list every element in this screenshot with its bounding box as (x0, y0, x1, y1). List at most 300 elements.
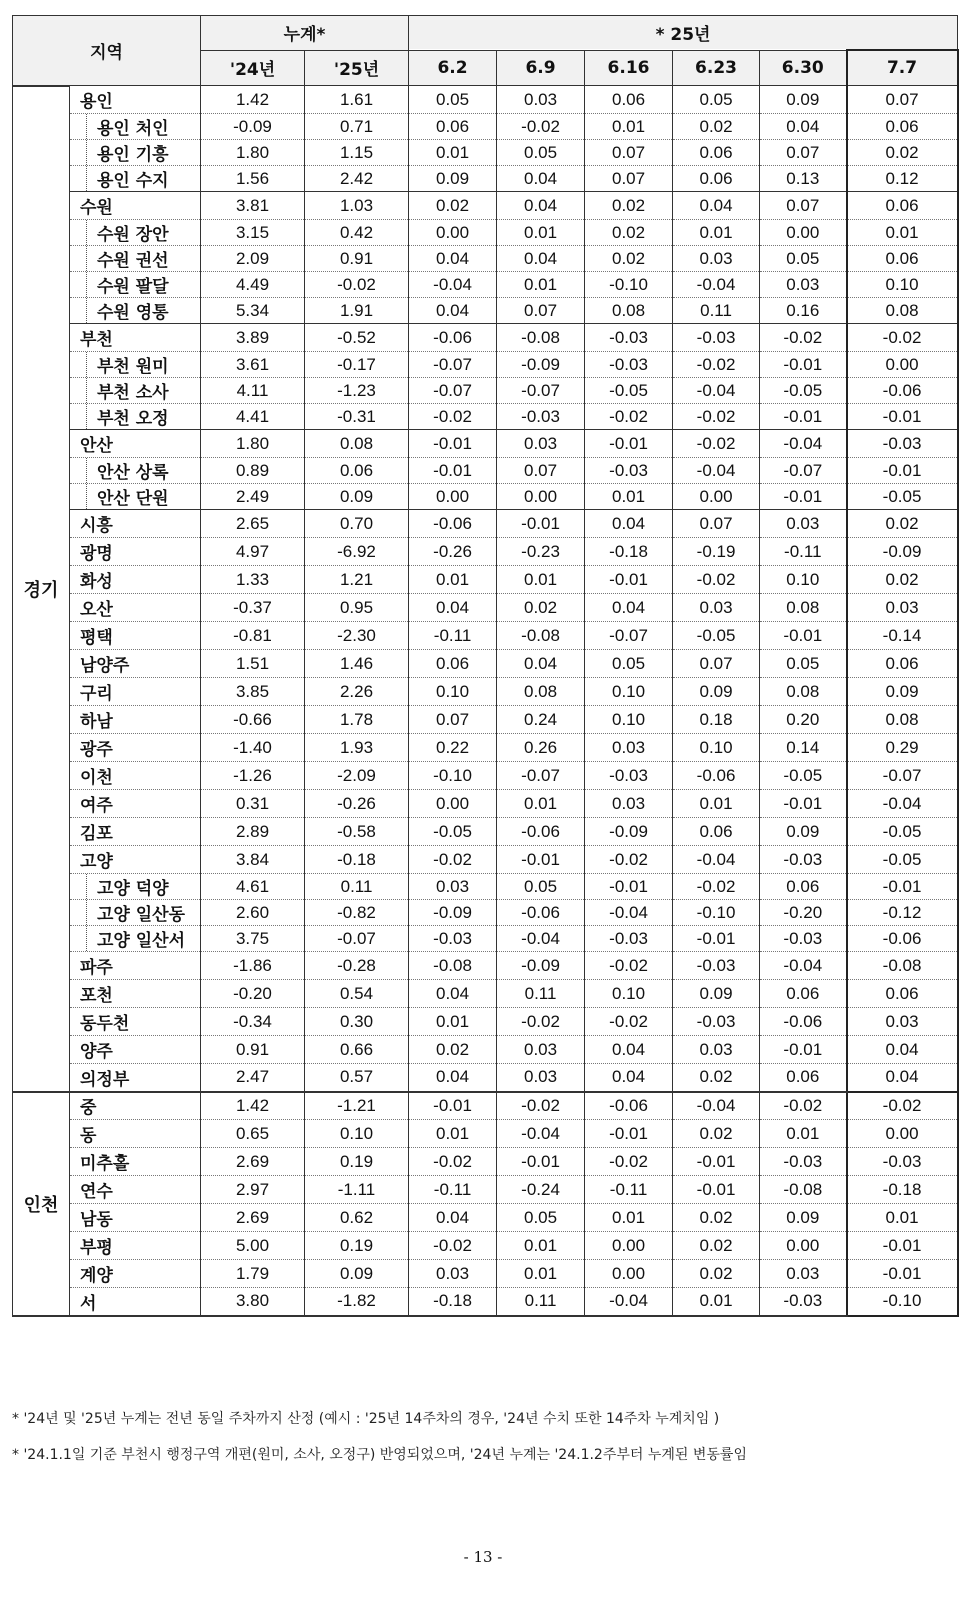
value-cell: -0.02 (673, 430, 760, 458)
value-cell: -0.01 (847, 874, 958, 900)
value-cell: 0.29 (847, 734, 958, 762)
week-header: 6.16 (585, 50, 673, 86)
value-cell: 0.01 (497, 790, 585, 818)
value-cell: -0.06 (585, 1092, 673, 1120)
value-cell: -0.01 (585, 430, 673, 458)
value-cell: -0.66 (201, 706, 305, 734)
value-cell: -0.02 (673, 566, 760, 594)
area-name-cell (70, 762, 201, 790)
area-name-cell (70, 1120, 201, 1148)
table-row (13, 1008, 958, 1036)
table-row (13, 1148, 958, 1176)
value-cell: 0.06 (585, 86, 673, 114)
value-cell: 0.02 (585, 220, 673, 246)
area-name: 용인 기흥 (86, 140, 169, 165)
value-cell: 0.89 (201, 458, 305, 484)
value-cell: 0.01 (409, 1008, 497, 1036)
value-cell: 5.00 (201, 1232, 305, 1260)
table-row (13, 430, 958, 458)
value-cell: -0.18 (409, 1288, 497, 1316)
table-body (13, 86, 958, 1316)
value-cell: -0.52 (305, 324, 409, 352)
value-cell: 0.04 (409, 980, 497, 1008)
value-cell: -0.10 (409, 762, 497, 790)
value-cell: 0.06 (760, 980, 847, 1008)
area-name: 연수 (80, 1182, 113, 1202)
value-cell: 0.07 (497, 458, 585, 484)
value-cell: -0.02 (409, 404, 497, 430)
value-cell: -0.11 (585, 1176, 673, 1204)
value-cell: 0.04 (409, 298, 497, 324)
value-cell: 3.84 (201, 846, 305, 874)
value-cell: 2.42 (305, 166, 409, 192)
value-cell: 0.08 (847, 706, 958, 734)
value-cell: -0.05 (673, 622, 760, 650)
value-cell: 0.02 (585, 246, 673, 272)
value-cell: 2.65 (201, 510, 305, 538)
value-cell: 0.08 (497, 678, 585, 706)
value-cell: 1.03 (305, 192, 409, 220)
value-cell: -0.10 (673, 900, 760, 926)
value-cell: 1.61 (305, 86, 409, 114)
value-cell: 0.07 (673, 510, 760, 538)
value-cell: 3.80 (201, 1288, 305, 1316)
price-change-table (12, 15, 959, 1317)
value-cell: 4.41 (201, 404, 305, 430)
value-cell: 3.75 (201, 926, 305, 952)
value-cell: 0.01 (497, 272, 585, 298)
value-cell: 0.03 (497, 1064, 585, 1092)
value-cell: -0.04 (673, 378, 760, 404)
area-name-cell (70, 900, 201, 926)
area-name: 안산 (80, 436, 113, 456)
table-row-sub (13, 246, 958, 272)
table-row (13, 192, 958, 220)
region-cell: 경기 (13, 86, 70, 1092)
value-cell: -0.04 (585, 1288, 673, 1316)
value-cell: -0.02 (305, 272, 409, 298)
value-cell: 0.00 (673, 484, 760, 510)
value-cell: -0.04 (673, 458, 760, 484)
area-name-cell (70, 734, 201, 762)
area-name: 포천 (80, 986, 113, 1006)
table-row-sub (13, 352, 958, 378)
cumulative-header: 누계* (201, 16, 409, 51)
value-cell: -0.02 (760, 1092, 847, 1120)
y24-header: '24년 (201, 50, 305, 86)
value-cell: -0.02 (760, 324, 847, 352)
value-cell: 0.09 (305, 484, 409, 510)
value-cell: -0.04 (673, 1092, 760, 1120)
table-row-sub (13, 378, 958, 404)
value-cell: -0.03 (585, 926, 673, 952)
table-row (13, 980, 958, 1008)
value-cell: 0.05 (585, 650, 673, 678)
value-cell: 0.03 (760, 510, 847, 538)
table-header (13, 16, 958, 86)
value-cell: -0.08 (847, 952, 958, 980)
value-cell: 0.05 (497, 874, 585, 900)
table-row (13, 1092, 958, 1120)
area-name-cell (70, 86, 201, 114)
value-cell: -0.03 (847, 1148, 958, 1176)
value-cell: 0.19 (305, 1148, 409, 1176)
value-cell: 2.49 (201, 484, 305, 510)
week-header: 6.23 (673, 50, 760, 86)
value-cell: -0.06 (760, 1008, 847, 1036)
table-row (13, 1176, 958, 1204)
value-cell: -0.09 (409, 900, 497, 926)
value-cell: 0.06 (673, 818, 760, 846)
value-cell: 0.10 (585, 706, 673, 734)
value-cell: 0.03 (673, 1036, 760, 1064)
value-cell: 0.09 (760, 818, 847, 846)
value-cell: 4.49 (201, 272, 305, 298)
value-cell: 0.01 (847, 220, 958, 246)
value-cell: 0.09 (409, 166, 497, 192)
table-row-sub (13, 458, 958, 484)
value-cell: 1.79 (201, 1260, 305, 1288)
value-cell: 1.93 (305, 734, 409, 762)
value-cell: -0.03 (673, 952, 760, 980)
value-cell: 0.02 (847, 510, 958, 538)
value-cell: -0.02 (673, 874, 760, 900)
value-cell: -2.09 (305, 762, 409, 790)
value-cell: -1.82 (305, 1288, 409, 1316)
value-cell: 2.26 (305, 678, 409, 706)
value-cell: 0.02 (585, 192, 673, 220)
area-name: 고양 (80, 852, 113, 872)
value-cell: -0.07 (760, 458, 847, 484)
value-cell: -0.06 (673, 762, 760, 790)
value-cell: -1.40 (201, 734, 305, 762)
value-cell: -0.02 (585, 404, 673, 430)
value-cell: 0.03 (497, 1036, 585, 1064)
value-cell: 0.04 (760, 114, 847, 140)
area-name-cell (70, 1176, 201, 1204)
value-cell: 0.00 (585, 1260, 673, 1288)
value-cell: 0.07 (847, 86, 958, 114)
value-cell: 0.42 (305, 220, 409, 246)
value-cell: 4.61 (201, 874, 305, 900)
value-cell: 0.01 (409, 140, 497, 166)
area-name: 수원 권선 (86, 246, 169, 271)
value-cell: -0.04 (497, 1120, 585, 1148)
table-row (13, 1120, 958, 1148)
value-cell: 0.01 (847, 1204, 958, 1232)
value-cell: 0.01 (673, 1288, 760, 1316)
value-cell: 0.03 (760, 1260, 847, 1288)
value-cell: -0.06 (847, 378, 958, 404)
value-cell: -0.09 (201, 114, 305, 140)
value-cell: -0.11 (760, 538, 847, 566)
value-cell: 0.05 (409, 86, 497, 114)
footnotes (12, 1408, 957, 1480)
value-cell: -1.21 (305, 1092, 409, 1120)
area-name-cell (70, 678, 201, 706)
table-row-sub (13, 900, 958, 926)
value-cell: 0.03 (585, 734, 673, 762)
value-cell: 0.10 (585, 678, 673, 706)
value-cell: 0.06 (847, 246, 958, 272)
value-cell: 0.01 (497, 220, 585, 246)
area-name-cell (70, 378, 201, 404)
value-cell: -0.01 (497, 1148, 585, 1176)
area-name: 동 (80, 1126, 97, 1146)
value-cell: 3.89 (201, 324, 305, 352)
value-cell: 0.03 (497, 86, 585, 114)
value-cell: 0.02 (673, 114, 760, 140)
value-cell: -0.01 (585, 1120, 673, 1148)
value-cell: 2.89 (201, 818, 305, 846)
value-cell: 1.42 (201, 86, 305, 114)
area-name: 용인 처인 (86, 114, 169, 139)
value-cell: 0.01 (760, 1120, 847, 1148)
value-cell: 2.97 (201, 1176, 305, 1204)
area-name: 동두천 (80, 1014, 130, 1034)
area-name-cell (70, 1148, 201, 1176)
value-cell: 0.11 (673, 298, 760, 324)
value-cell: 1.51 (201, 650, 305, 678)
table-row (13, 622, 958, 650)
value-cell: 0.03 (673, 594, 760, 622)
value-cell: -0.24 (497, 1176, 585, 1204)
value-cell: -0.04 (673, 272, 760, 298)
value-cell: -0.58 (305, 818, 409, 846)
value-cell: 0.06 (409, 114, 497, 140)
value-cell: -0.03 (760, 926, 847, 952)
value-cell: 0.11 (305, 874, 409, 900)
value-cell: 0.03 (760, 272, 847, 298)
value-cell: -0.01 (760, 790, 847, 818)
value-cell: -0.02 (673, 404, 760, 430)
value-cell: 4.11 (201, 378, 305, 404)
value-cell: 0.04 (673, 192, 760, 220)
value-cell: 0.10 (847, 272, 958, 298)
value-cell: -0.01 (760, 622, 847, 650)
area-name: 부천 오정 (86, 404, 169, 429)
value-cell: 0.01 (673, 790, 760, 818)
value-cell: -0.05 (409, 818, 497, 846)
value-cell: -0.08 (409, 952, 497, 980)
value-cell: 0.02 (409, 192, 497, 220)
value-cell: -0.02 (409, 1232, 497, 1260)
value-cell: 0.01 (585, 1204, 673, 1232)
value-cell: 0.02 (673, 1120, 760, 1148)
value-cell: -0.01 (847, 1232, 958, 1260)
value-cell: -0.02 (673, 352, 760, 378)
table-row-sub (13, 874, 958, 900)
value-cell: -0.06 (409, 324, 497, 352)
value-cell: -0.11 (409, 622, 497, 650)
area-name-cell (70, 404, 201, 430)
area-name: 부천 원미 (86, 352, 169, 377)
value-cell: -0.81 (201, 622, 305, 650)
week-header: 6.9 (497, 50, 585, 86)
value-cell: 0.06 (760, 1064, 847, 1092)
value-cell: 0.18 (673, 706, 760, 734)
value-cell: -0.01 (673, 926, 760, 952)
value-cell: -0.01 (760, 1036, 847, 1064)
value-cell: 2.60 (201, 900, 305, 926)
value-cell: -0.10 (585, 272, 673, 298)
value-cell: 1.91 (305, 298, 409, 324)
area-name: 고양 일산동 (86, 900, 185, 925)
value-cell: 0.03 (409, 874, 497, 900)
value-cell: 0.06 (305, 458, 409, 484)
area-name: 수원 장안 (86, 220, 169, 245)
table-row (13, 594, 958, 622)
value-cell: -0.01 (497, 510, 585, 538)
area-name-cell (70, 594, 201, 622)
value-cell: 0.57 (305, 1064, 409, 1092)
value-cell: 0.04 (847, 1064, 958, 1092)
value-cell: -0.09 (497, 352, 585, 378)
footnote: * '24.1.1일 기준 부천시 행정구역 개편(원미, 소사, 오정구) 반영되었으며, '24년 누계는 '24.1.2주부터 누계된 변동률임 (12, 1447, 747, 1463)
value-cell: 0.71 (305, 114, 409, 140)
table-row-sub (13, 166, 958, 192)
value-cell: -0.26 (305, 790, 409, 818)
value-cell: 0.01 (409, 1120, 497, 1148)
value-cell: 1.80 (201, 430, 305, 458)
value-cell: -0.01 (847, 1260, 958, 1288)
table-row (13, 538, 958, 566)
area-name-cell (70, 430, 201, 458)
value-cell: -0.08 (497, 622, 585, 650)
area-name: 김포 (80, 824, 113, 844)
page-number: - 13 - (463, 1548, 503, 1566)
area-name-cell (70, 790, 201, 818)
area-name-cell (70, 952, 201, 980)
value-cell: 2.47 (201, 1064, 305, 1092)
table-row-sub (13, 484, 958, 510)
value-cell: -0.01 (760, 404, 847, 430)
value-cell: -0.03 (585, 352, 673, 378)
area-name-cell (70, 538, 201, 566)
value-cell: -1.26 (201, 762, 305, 790)
value-cell: -0.09 (585, 818, 673, 846)
area-name-cell (70, 650, 201, 678)
value-cell: -0.05 (760, 762, 847, 790)
value-cell: 0.04 (497, 246, 585, 272)
value-cell: 0.01 (673, 220, 760, 246)
value-cell: -0.03 (760, 1148, 847, 1176)
week-header: 6.30 (760, 50, 847, 86)
area-name: 안산 상록 (86, 458, 169, 483)
area-name: 광명 (80, 544, 113, 564)
value-cell: -0.05 (847, 846, 958, 874)
value-cell: -0.07 (409, 378, 497, 404)
y25-header: '25년 (305, 50, 409, 86)
value-cell: 0.00 (760, 1232, 847, 1260)
value-cell: -0.31 (305, 404, 409, 430)
value-cell: -0.02 (847, 324, 958, 352)
value-cell: 0.07 (585, 166, 673, 192)
value-cell: 0.01 (409, 566, 497, 594)
value-cell: 0.30 (305, 1008, 409, 1036)
table-row (13, 1204, 958, 1232)
value-cell: 0.01 (585, 114, 673, 140)
table-row-sub (13, 272, 958, 298)
value-cell: 0.04 (585, 1064, 673, 1092)
value-cell: 0.07 (760, 140, 847, 166)
table-row (13, 678, 958, 706)
value-cell: -0.02 (497, 1008, 585, 1036)
value-cell: 0.05 (497, 1204, 585, 1232)
value-cell: 0.13 (760, 166, 847, 192)
value-cell: -0.37 (201, 594, 305, 622)
footnote: * '24년 및 '25년 누계는 전년 동일 주차까지 산정 (예시 : '25년 14주차의 경우, '24년 수치 또한 14주차 누계치임 ) (12, 1411, 720, 1427)
value-cell: 0.03 (673, 246, 760, 272)
year25-header: * 25년 (409, 16, 958, 51)
value-cell: -0.05 (585, 378, 673, 404)
value-cell: 0.07 (497, 298, 585, 324)
value-cell: 0.01 (497, 1232, 585, 1260)
value-cell: 0.02 (497, 594, 585, 622)
area-name: 수원 영통 (86, 298, 169, 323)
value-cell: 0.31 (201, 790, 305, 818)
area-name: 수원 팔달 (86, 272, 169, 297)
table-row-sub (13, 114, 958, 140)
value-cell: 0.65 (201, 1120, 305, 1148)
value-cell: -0.34 (201, 1008, 305, 1036)
value-cell: 0.07 (673, 650, 760, 678)
value-cell: 1.33 (201, 566, 305, 594)
value-cell: 0.06 (673, 166, 760, 192)
value-cell: 0.09 (673, 980, 760, 1008)
value-cell: -0.12 (847, 900, 958, 926)
value-cell: 0.00 (760, 220, 847, 246)
value-cell: 0.03 (409, 1260, 497, 1288)
area-name: 남동 (80, 1210, 113, 1230)
value-cell: -0.04 (409, 272, 497, 298)
area-name: 안산 단원 (86, 484, 169, 509)
value-cell: -0.82 (305, 900, 409, 926)
value-cell: 0.00 (847, 1120, 958, 1148)
value-cell: -0.19 (673, 538, 760, 566)
table-row (13, 1064, 958, 1092)
value-cell: -0.01 (760, 352, 847, 378)
value-cell: -0.08 (497, 324, 585, 352)
value-cell: 0.08 (760, 678, 847, 706)
value-cell: 0.10 (585, 980, 673, 1008)
value-cell: 0.00 (847, 352, 958, 378)
value-cell: -0.10 (847, 1288, 958, 1316)
value-cell: 0.10 (409, 678, 497, 706)
value-cell: -0.06 (497, 900, 585, 926)
area-name: 계양 (80, 1266, 113, 1286)
area-name-cell (70, 874, 201, 900)
value-cell: -0.02 (585, 952, 673, 980)
value-cell: 0.04 (585, 1036, 673, 1064)
area-name-cell (70, 1204, 201, 1232)
value-cell: 0.95 (305, 594, 409, 622)
value-cell: 3.15 (201, 220, 305, 246)
value-cell: 0.06 (847, 114, 958, 140)
area-name: 미추홀 (80, 1154, 130, 1174)
table-row-sub (13, 140, 958, 166)
value-cell: 0.06 (409, 650, 497, 678)
value-cell: 1.56 (201, 166, 305, 192)
area-name-cell (70, 1036, 201, 1064)
value-cell: 1.80 (201, 140, 305, 166)
value-cell: -2.30 (305, 622, 409, 650)
area-name: 중 (80, 1098, 97, 1119)
value-cell: 0.05 (760, 246, 847, 272)
value-cell: 1.21 (305, 566, 409, 594)
table-row (13, 510, 958, 538)
value-cell: -0.03 (760, 1288, 847, 1316)
